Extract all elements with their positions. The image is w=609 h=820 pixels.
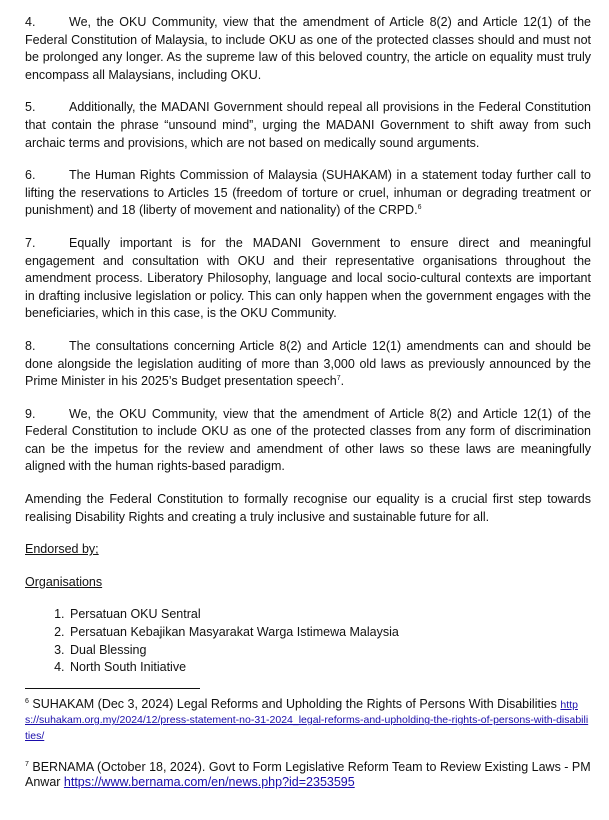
paragraph-end-punct: . xyxy=(340,374,345,389)
closing-paragraph: Amending the Federal Constitution to formally recognise our equality is a crucial first step towards realising Disability Rights and creating a truly inclusive and sustainable future for all. xyxy=(25,492,591,524)
paragraph-text: The Human Rights Commission of Malaysia (SUHAKAM) in a statement today further call to lifting the reservations to Articles 15 (freedom of torture or cruel, inhuman or degrading treatment or punishment) and 18 (liberty of movement and nationality) of the CRPD. xyxy=(25,168,591,218)
list-item: 1. Persatuan OKU Sentral xyxy=(68,606,591,624)
paragraph-text: We, the OKU Community, view that the amendment of Article 8(2) and Article 12(1) of the Federal Constitution to include OKU as one of the protected classes from any form of discrimination can be the impetus for the review and amendment of other laws so these laws are meaningfully aligned with the human rights-based paradigm. xyxy=(25,406,591,474)
paragraph-text: We, the OKU Community, view that the amendment of Article 8(2) and Article 12(1) of the Federal Constitution of Malaysia, to include OKU as one of the protected classes should and must not be prolonged any longer. As the supreme law of this beloved country, the article on equality must truly encompass all Malaysians, including OKU. xyxy=(25,15,591,82)
paragraph-text: The consultations concerning Article 8(2) and Article 12(1) amendments can and should be done alongside the legislation auditing of more than 3,000 old laws as previously announced by the Prime Minister in his 2025’s Budget presentation speech xyxy=(25,338,591,389)
paragraph-text: Equally important is for the MADANI Government to ensure direct and meaningful engagement and consultation with OKU and their representative organisations throughout the amendment process. Liberatory Philosophy, language and local socio-cultural contexts are important in drafting inclusive legislation or policy. This can only happen when the government engages with the beneficiaries, which in this case, is the OKU Community. xyxy=(25,235,591,321)
list-item: 3. Dual Blessing xyxy=(68,642,591,660)
footnote-mark: 7 xyxy=(25,761,29,769)
footnote-6 xyxy=(25,697,591,743)
list-item: 4. North South Initiative xyxy=(68,659,591,677)
paragraph-number: 4. xyxy=(25,15,36,29)
document-page xyxy=(25,14,591,808)
paragraph-6 xyxy=(25,167,591,220)
organisations-list xyxy=(25,606,591,676)
footnote-ref-7[interactable]: 7 xyxy=(336,375,341,383)
footnote-separator xyxy=(25,688,200,689)
footnote-text: BERNAMA (October 18, 2024). Govt to Form Legislative Reform Team to Review Existing Laws - PM Anwar xyxy=(25,760,591,790)
paragraph-7 xyxy=(25,235,591,323)
footnote-mark: 6 xyxy=(25,697,29,705)
paragraph-text: Additionally, the MADANI Government should repeal all provisions in the Federal Constitution that contain the phrase “unsound mind”, urging the MADANI Government to shift away from such archaic terms and provisions, which are not based on medically sound arguments. xyxy=(25,100,591,150)
paragraph-number: 8. xyxy=(25,338,36,353)
paragraph-number: 9. xyxy=(25,406,36,421)
paragraph-9 xyxy=(25,406,591,476)
footnote-text: SUHAKAM (Dec 3, 2024) Legal Reforms and Upholding the Rights of Persons With Disabilities xyxy=(28,696,561,711)
footnote-7 xyxy=(25,760,591,791)
paragraph-number: 6. xyxy=(25,168,36,183)
footnote-ref-6[interactable]: 6 xyxy=(417,204,422,212)
paragraph-8 xyxy=(25,338,591,391)
paragraph-number: 5. xyxy=(25,100,36,115)
footnote-link[interactable]: https://suhakam.org.my/2024/12/press-statement-no-31-2024_legal-reforms-and-upholding-the-rights-of-persons-with-disabilities/ xyxy=(25,698,589,742)
paragraph-4 xyxy=(25,14,591,84)
paragraph-5 xyxy=(25,99,591,152)
organisations-heading: Organisations xyxy=(25,574,103,589)
endorsed-by-heading: Endorsed by; xyxy=(25,542,99,557)
footnote-link[interactable]: https://www.bernama.com/en/news.php?id=2353595 xyxy=(63,775,355,790)
list-item: 2. Persatuan Kebajikan Masyarakat Warga Istimewa Malaysia xyxy=(68,624,591,642)
paragraph-number: 7. xyxy=(25,235,36,250)
